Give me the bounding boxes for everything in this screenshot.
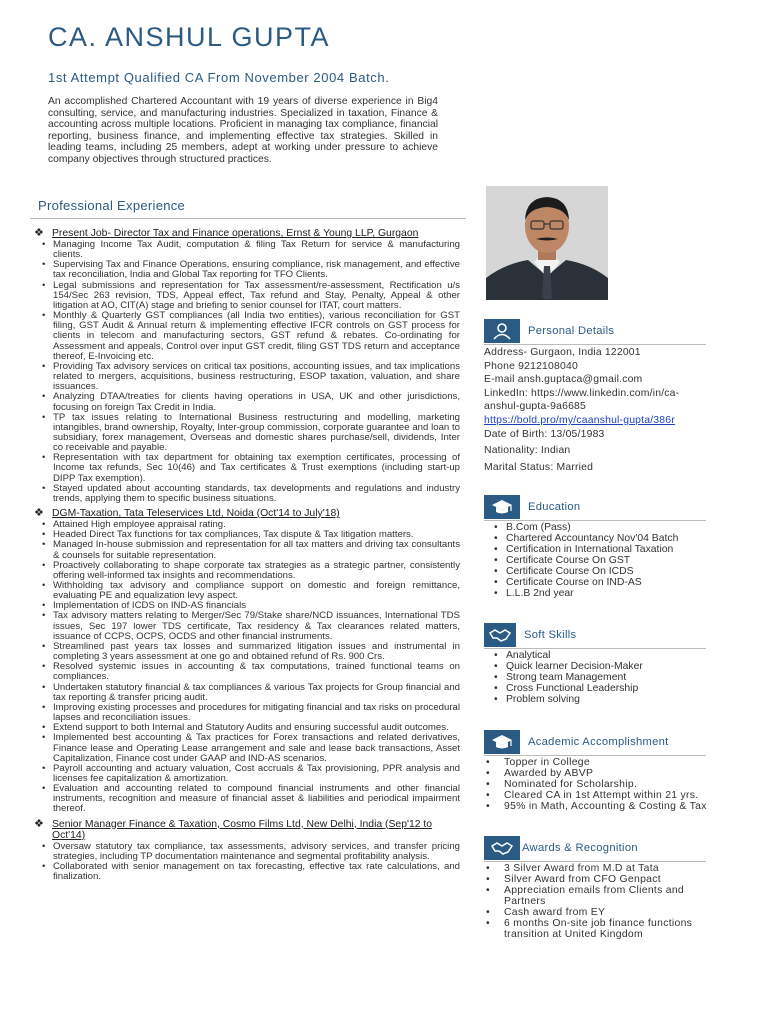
section-divider (484, 520, 706, 521)
section-divider (484, 861, 706, 862)
soft-skills-list (484, 650, 724, 705)
section-heading: Soft Skills (524, 629, 577, 641)
education-list (484, 522, 724, 599)
list-item: • Undertaken statutory financial & tax compliances & various Tax projects for Group financial and tax reporting & transfer pricing audit. (42, 683, 460, 703)
list-item: • Headed Direct Tax functions for tax compliances, Tax dispute & Tax litigation matters. (42, 530, 460, 540)
section-heading: Personal Details (528, 325, 615, 337)
diamond-bullet-icon: ❖ (34, 817, 44, 830)
list-item: • Certification in International Taxation (494, 544, 724, 555)
section-divider (484, 648, 706, 649)
list-item: • Proactively collaborating to shape corporate tax strategies as a strategic partner, consistently offering well-informed tax insights and recommendations. (42, 561, 460, 581)
graduation-cap-icon (484, 730, 520, 754)
job-title-text: DGM-Taxation, Tata Teleservices Ltd, Noida (Oct'14 to July'18) (52, 508, 340, 520)
nationality: Nationality: Indian (484, 445, 571, 457)
section-divider (30, 218, 466, 219)
list-item: • Problem solving (494, 694, 724, 705)
job-title (34, 819, 460, 841)
list-item: • Quick learner Decision-Maker (494, 661, 724, 672)
list-item: • Legal submissions and representation for Tax assessment/re-assessment, Rectification u/s 154/Sec 263 revision, TDS, Appeal effect, Tax refund and Stay, Penalty, Appeal & other litigation at AO, CIT(A) stage and briefing to senior counsel for ITAT, court matters. (42, 281, 460, 311)
list-item: • Providing Tax advisory services on critical tax positions, accounting issues, and tax implications related to mergers, acquisitions, business restructuring, ESOP taxation, valuation, and share issuances. (42, 362, 460, 392)
profile-photo (486, 186, 608, 300)
section-heading: Academic Accomplishment (528, 736, 669, 748)
list-item: • Collaborated with senior management on tax forecasting, effective tax rate calculations, and finalization. (42, 862, 460, 882)
list-item: • Managing Income Tax Audit, computation & filing Tax Return for service & manufacturing clients. (42, 240, 460, 260)
handshake-icon (484, 623, 516, 647)
list-item: • Managed In-house submission and representation for all tax matters and driving tax consultants & counsels for suitable representation. (42, 540, 460, 560)
list-item: • Topper in College (484, 757, 724, 768)
list-item: • Analytical (494, 650, 724, 661)
list-item: • Cash award from EY (484, 907, 694, 918)
list-item: • Implemented best accounting & Tax practices for Forex transactions and related derivatives, Finance lease and Operating Lease arrangement and sale and lease back transactions, Asset Capitalization, Finance cost under GAAP and IND-AS scenarios. (42, 733, 460, 763)
list-item: • B.Com (Pass) (494, 522, 724, 533)
list-item: • Representation with tax department for obtaining tax exemption certificates, processing of Income tax refunds, Sec 10(46) and Tax certificates & Trust exemptions (including start-up DIPP Tax exemption). (42, 453, 460, 483)
personal-details-list (484, 346, 724, 474)
professional-summary: An accomplished Chartered Accountant with 19 years of diverse experience in Big4 consulting, service, and manufacturing industries. Specialized in taxation, Finance & accounting across multiple locations. Proficient in managing tax compliance, financial reporting, business finance, and implementing effective tax strategies. Skilled in leading teams, including 25 members, adept at working under pressure to achieve company objectives through structured practices. (48, 96, 438, 165)
person-icon (484, 319, 520, 343)
diamond-bullet-icon: ❖ (34, 507, 44, 520)
list-item: • Certificate Course on IND-AS (494, 577, 724, 588)
award-handshake-icon (484, 836, 520, 860)
professional-experience-heading: Professional Experience (38, 198, 186, 213)
list-item: • Attained High employee appraisal rating. (42, 520, 460, 530)
list-item: • Cross Functional Leadership (494, 683, 724, 694)
list-item: • Strong team Management (494, 672, 724, 683)
candidate-name: CA. ANSHUL GUPTA (48, 22, 331, 52)
academic-list (484, 757, 724, 812)
education-header (484, 496, 724, 518)
section-divider (484, 755, 706, 756)
job-ey (34, 228, 460, 504)
section-heading: Education (528, 501, 581, 513)
linkedin-line: LinkedIn: https://www.linkedin.com/in/ca- (484, 387, 680, 399)
job-tata (34, 508, 460, 815)
list-item: • Evaluation and accounting related to compound financial instruments and other financial instruments, recognition and measure of financial asset & liabilities and periodical impairment thereof. (42, 784, 460, 814)
list-item: • 95% in Math, Accounting & Costing & Tax (484, 801, 724, 812)
academic-header (484, 731, 724, 753)
list-item: • Oversaw statutory tax compliance, tax assessments, advisory services, and transfer pricing strategies, including TP documentation maintenance and segmental profitability analysis. (42, 842, 460, 862)
phone: Phone 9212108040 (484, 360, 578, 372)
soft-skills-header (484, 624, 724, 646)
job-title-text: Present Job- Director Tax and Finance operations, Ernst & Young LLP, Gurgaon (52, 228, 419, 239)
experience-list (34, 228, 460, 886)
awards-list (484, 863, 694, 940)
list-item: • Monthly & Quarterly GST compliances (all India two entities), various reconciliation for GST filing, GST Audit & Annual return & implementing effective IFCR controls on GST process for clients in telecom and manufacturing sectors, GST refund & rebates. Co-ordinating for Assessment and appeals, Control over input GST credit, filing GST TDS return and acceptance thereof, E-Invoicing etc. (42, 311, 460, 362)
list-item: • Supervising Tax and Finance Operations, ensuring compliance, risk management, and effective tax reconciliation, India and Global Tax reporting for TFO Clients. (42, 260, 460, 280)
list-item: • Stayed updated about accounting standards, tax developments and regulations and industry trends, applying them to specific business situations. (42, 484, 460, 504)
awards-section (484, 837, 724, 940)
list-item: • 3 Silver Award from M.D at Tata (484, 863, 694, 874)
job-cosmo (34, 819, 460, 883)
graduation-cap-icon (484, 495, 520, 519)
personal-details-header (484, 320, 724, 342)
job-bullets (34, 520, 460, 815)
date-of-birth: Date of Birth: 13/05/1983 (484, 428, 605, 440)
job-bullets (34, 842, 460, 883)
portrait-image (486, 186, 608, 300)
job-title-text: Senior Manager Finance & Taxation, Cosmo Films Ltd, New Delhi, India (Sep'12 to Oct'14) (52, 818, 433, 841)
list-item: • Cleared CA in 1st Attempt within 21 yrs. (484, 790, 724, 801)
list-item: • Nominated for Scholarship. (484, 779, 724, 790)
list-item: • TP tax issues relating to International Business restructuring and modelling, marketing intangibles, brand ownership, Royalty, Inter-group commission, corporate guarantee and loan to subsidiary, forex management, Overseas and domestic shares purchase/sell, dividends, Inter co receivable and payable. (42, 413, 460, 454)
list-item: • Implementation of ICDS on IND-AS financials (42, 601, 460, 611)
list-item: • Appreciation emails from Clients and Partners (484, 885, 694, 907)
list-item: • Resolved systemic issues in accounting & tax computations, trained functional teams on compliances. (42, 662, 460, 682)
list-item: • Silver Award from CFO Genpact (484, 874, 694, 885)
job-title (34, 228, 460, 239)
academic-section (484, 731, 724, 812)
job-title (34, 508, 460, 519)
list-item: • Streamlined past years tax losses and summarized litigation issues and instrumental in completing 3 years assessment at one go and obtained refund of Rs. 900 Crs. (42, 642, 460, 662)
list-item: • Tax advisory matters relating to Merger/Sec 79/Stake share/NCD issuances, International TDS issues, Sec 197 lower TDS certificate, Tax residency & Tax clearances related matters, issuance of CCPS, OCPS, OCDS and other financial instruments. (42, 611, 460, 641)
personal-details-section (484, 320, 724, 474)
section-divider (484, 344, 706, 345)
list-item: • 6 months On-site job finance functions transition at United Kingdom (484, 918, 694, 940)
list-item: • Payroll accounting and actuary valuation, Cost accruals & Tax provisioning, PPR analysis and licenses fee capitalization & amortization. (42, 764, 460, 784)
soft-skills-section (484, 624, 724, 705)
list-item: • Improving existing processes and procedures for mitigating financial and tax risks on procedural lapses and reconciliation issues. (42, 703, 460, 723)
list-item: • Analyzing DTAA/treaties for clients having operations in USA, UK and other jurisdictions, focusing on foreign Tax Credit in India. (42, 392, 460, 412)
profile-link[interactable]: https://bold.pro/my/caanshul-gupta/386r (484, 414, 675, 426)
list-item: • Certificate Course On ICDS (494, 566, 724, 577)
list-item: • Chartered Accountancy Nov'04 Batch (494, 533, 724, 544)
address: Address- Gurgaon, India 122001 (484, 347, 641, 358)
section-heading: Awards & Recognition (522, 842, 638, 854)
list-item: • Awarded by ABVP (484, 768, 724, 779)
list-item: • Withholding tax advisory and compliance support on domestic and foreign remittance, evaluating PE and equalization levy aspect. (42, 581, 460, 601)
list-item: • L.L.B 2nd year (494, 588, 724, 599)
job-bullets (34, 240, 460, 504)
education-section (484, 496, 724, 599)
tagline: 1st Attempt Qualified CA From November 2004 Batch. (48, 70, 390, 85)
linkedin-line: anshul-gupta-9a6685 (484, 401, 587, 413)
email: E-mail ansh.guptaca@gmail.com (484, 374, 643, 386)
diamond-bullet-icon: ❖ (34, 227, 44, 239)
marital-status: Marital Status: Married (484, 461, 594, 473)
list-item: • Certificate Course On GST (494, 555, 724, 566)
list-item: • Extend support to both Internal and Statutory Audits and ensuring successful audit outcomes. (42, 723, 460, 733)
awards-header (484, 837, 724, 859)
